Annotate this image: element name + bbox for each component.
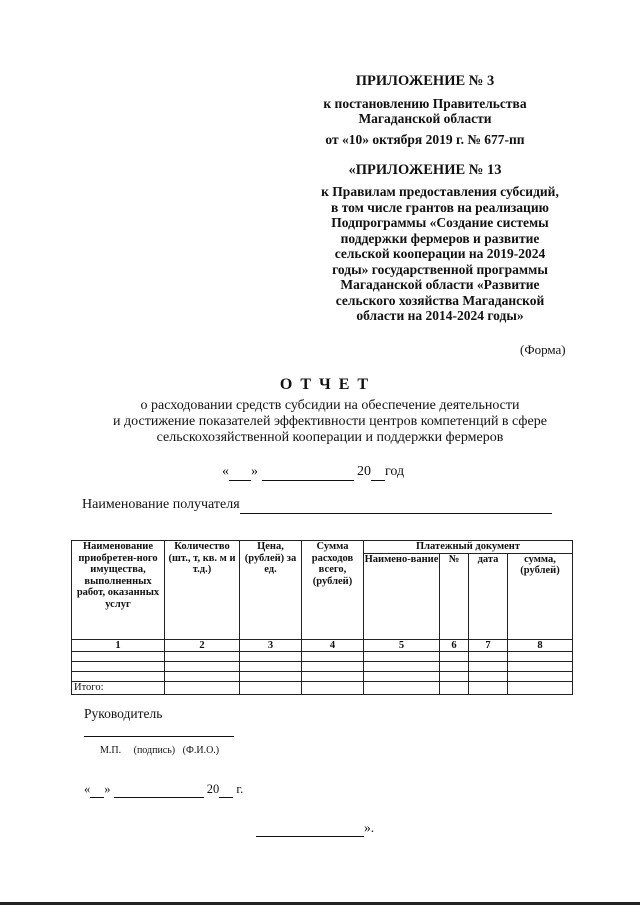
- table-row: [72, 652, 573, 662]
- table-cell: [364, 652, 440, 662]
- table-cell: [440, 662, 469, 672]
- table-cell: [240, 652, 302, 662]
- table-cell: [508, 662, 573, 672]
- date-quote-open: «: [84, 782, 91, 796]
- col-quantity-header: Количество (шт., т, кв. м и т.д.): [165, 541, 240, 640]
- col-number: 4: [302, 639, 364, 652]
- date-quote-close: »: [104, 782, 111, 796]
- report-title: О Т Ч Е Т: [279, 376, 371, 393]
- appendix13-line: поддержки фермеров и развитие: [340, 230, 540, 246]
- table-cell: [364, 662, 440, 672]
- table-cell: [165, 652, 240, 662]
- table-cell: [240, 672, 302, 682]
- appendix13-line: годы» государственной программы: [332, 261, 548, 277]
- appendix13-line: Магаданской области «Развитие: [340, 277, 540, 292]
- table-cell: [165, 682, 240, 695]
- head-label: Руководитель: [84, 706, 163, 721]
- form-label: (Форма): [520, 342, 566, 357]
- year-blank: [371, 464, 385, 481]
- col-price-header: Цена, (рублей) за ед.: [240, 541, 302, 640]
- table-cell: [302, 652, 364, 662]
- appendix13-line: Подпрограммы «Создание системы: [331, 215, 549, 230]
- total-row: [72, 682, 573, 695]
- table-cell: [508, 652, 573, 662]
- date-quote-open: «: [222, 464, 229, 479]
- region-line: Магаданской области: [358, 111, 492, 126]
- table-cell: [469, 672, 508, 682]
- closing-blank: [256, 820, 364, 837]
- table-cell: [469, 652, 508, 662]
- date-number-line: от «10» октября 2019 г. № 677-пп: [325, 132, 525, 147]
- footer-date-line: [84, 782, 243, 798]
- report-date-line: [222, 464, 404, 481]
- col-payment-sum-header: сумма, (рублей): [508, 553, 573, 639]
- closing-line: [256, 820, 374, 837]
- appendix-title: ПРИЛОЖЕНИЕ № 3: [355, 73, 495, 89]
- year-suffix: год: [385, 464, 405, 479]
- col-number: 2: [165, 639, 240, 652]
- col-payment-name-header: Наимено-вание: [364, 553, 440, 639]
- report-subtitle: [60, 398, 600, 446]
- table-cell: [165, 672, 240, 682]
- recipient-line: [82, 497, 552, 514]
- table-cell: [240, 662, 302, 672]
- year-prefix: 20: [206, 782, 220, 796]
- col-payment-number-header: №: [440, 553, 469, 639]
- table-cell: [508, 682, 573, 695]
- col-number: 6: [440, 639, 469, 652]
- table-cell: [72, 662, 165, 672]
- table-cell: [302, 682, 364, 695]
- total-label: Итого:: [72, 682, 165, 695]
- subtitle-line: о расходовании средств субсидии на обеспечение деятельности: [140, 398, 520, 413]
- col-number: 8: [508, 639, 573, 652]
- appendix13-line: области на 2014-2024 годы»: [356, 308, 524, 323]
- appendix13-text: [300, 184, 580, 324]
- resolution-line: к постановлению Правительства: [323, 96, 527, 111]
- table-row: [72, 662, 573, 672]
- appendix13-line: сельской кооперации на 2019-2024: [334, 246, 546, 261]
- appendix13-line: к Правилам предоставления субсидий,: [321, 184, 559, 199]
- table-cell: [469, 682, 508, 695]
- year-suffix: г.: [236, 782, 244, 796]
- table-cell: [302, 662, 364, 672]
- col-number: 1: [72, 639, 165, 652]
- closing-mark: ».: [364, 820, 375, 835]
- table-cell: [364, 682, 440, 695]
- year-blank: [219, 782, 233, 798]
- table-cell: [440, 652, 469, 662]
- recipient-label: Наименование получателя: [82, 497, 240, 512]
- col-number: 3: [240, 639, 302, 652]
- table-cell: [72, 652, 165, 662]
- appendix13-line: в том числе грантов на реализацию: [331, 199, 549, 215]
- table-row: [72, 672, 573, 682]
- month-blank: [262, 464, 354, 481]
- subtitle-line: сельскохозяйственной кооперации и поддержки фермеров: [156, 430, 504, 445]
- col-item-header: Наименование приобретен-ного имущества, выполненных работ, оказанных услуг: [72, 541, 165, 640]
- col-number: 5: [364, 639, 440, 652]
- head-signature-line: [84, 736, 234, 737]
- table-cell: [240, 682, 302, 695]
- table-cell: [165, 662, 240, 672]
- table-cell: [440, 682, 469, 695]
- col-payment-date-header: дата: [469, 553, 508, 639]
- table-cell: [302, 672, 364, 682]
- col-number: 7: [469, 639, 508, 652]
- appendix13-line: сельского хозяйства Магаданской: [335, 292, 545, 308]
- day-blank: [90, 782, 104, 798]
- appendix13-title: «ПРИЛОЖЕНИЕ № 13: [348, 162, 502, 178]
- table-cell: [364, 672, 440, 682]
- date-quote-close: »: [251, 464, 258, 479]
- table-cell: [440, 672, 469, 682]
- payment-doc-header: Платежный документ: [364, 541, 573, 554]
- day-blank: [229, 464, 251, 481]
- report-table: [71, 540, 573, 695]
- recipient-blank: [240, 497, 552, 514]
- table-cell: [72, 672, 165, 682]
- year-prefix: 20: [357, 464, 371, 479]
- table-cell: [508, 672, 573, 682]
- stamp-line: М.П. (подпись) (Ф.И.О.): [100, 745, 220, 756]
- subtitle-line: и достижение показателей эффективности центров компетенций в сфере: [113, 414, 547, 429]
- month-blank: [114, 782, 204, 798]
- table-cell: [469, 662, 508, 672]
- col-sum-header: Сумма расходов всего, (рублей): [302, 541, 364, 640]
